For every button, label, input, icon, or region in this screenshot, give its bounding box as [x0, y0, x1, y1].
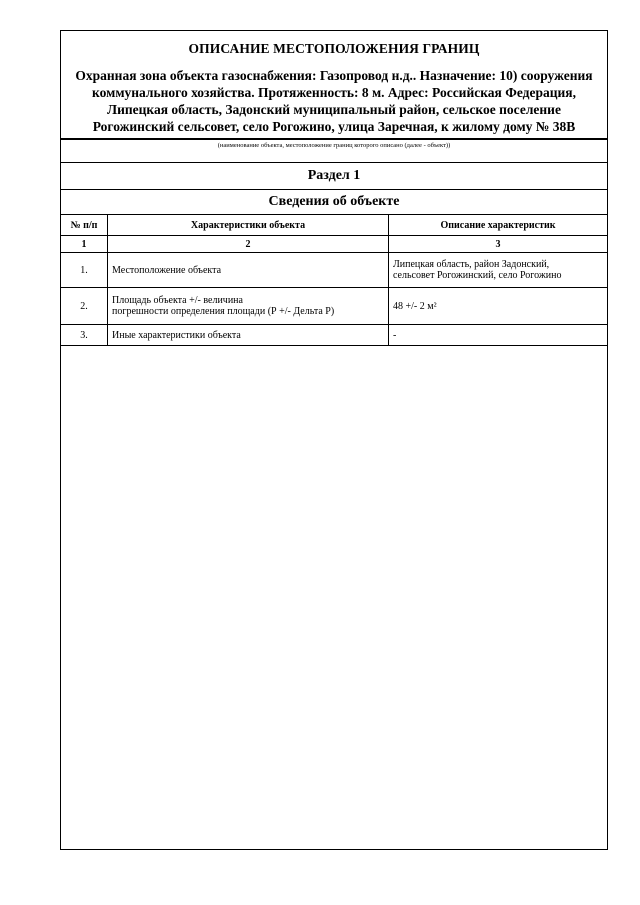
section-title: Сведения об объекте	[268, 194, 400, 209]
column-number: 1	[61, 236, 108, 253]
object-subject: Охранная зона объекта газоснабжения: Газопровод н.д.. Назначение: 10) сооружения коммунального хозяйства. Протяженность: 8 м. Адрес: Российская Федерация, Липецкая область, Задонский муниципальный район, сельское поселение Рогожинский сельсовет, село Рогожино, улица Заречная, к жилому дому № 38В	[75, 68, 593, 134]
row-number: 3.	[61, 325, 108, 346]
table-row	[61, 253, 607, 288]
row-number: 1.	[61, 253, 108, 288]
header-characteristic: Характеристики объекта	[108, 215, 389, 236]
section-heading: Раздел 1	[307, 168, 361, 183]
column-number: 3	[389, 236, 608, 253]
object-caption: (наименование объекта, местоположение границ которого описано (далее - объект))	[61, 139, 607, 158]
table-header-row	[61, 215, 607, 236]
table-row	[61, 325, 607, 346]
row-number: 2.	[61, 288, 108, 325]
column-number: 2	[108, 236, 389, 253]
row-characteristic: Местоположение объекта	[108, 253, 389, 288]
object-info-table	[61, 214, 607, 346]
column-number-row	[61, 236, 607, 253]
document-title: ОПИСАНИЕ МЕСТОПОЛОЖЕНИЯ ГРАНИЦ	[188, 41, 480, 56]
row-description: 48 +/- 2 м²	[389, 288, 608, 325]
document-frame	[60, 30, 608, 850]
row-characteristic: Площадь объекта +/- величина погрешности определения площади (Р +/- Дельта Р)	[108, 288, 389, 325]
row-description: Липецкая область, район Задонский, сельсовет Рогожинский, село Рогожино	[389, 253, 608, 288]
row-description: -	[389, 325, 608, 346]
header-description: Описание характеристик	[389, 215, 608, 236]
header-num: № п/п	[61, 215, 108, 236]
row-characteristic: Иные характеристики объекта	[108, 325, 389, 346]
table-row	[61, 288, 607, 325]
